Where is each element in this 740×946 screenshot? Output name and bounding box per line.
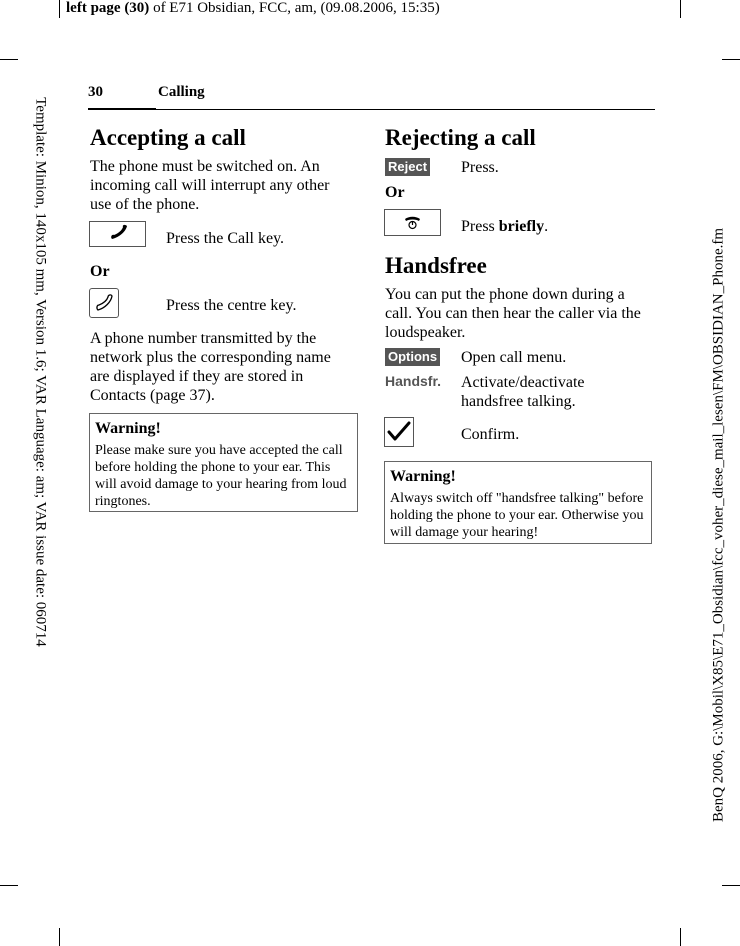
header-rule (88, 109, 655, 110)
end-key-icon (384, 209, 441, 236)
accepting-warning (89, 413, 358, 512)
accepting-body: A phone number transmitted by the network plus the corresponding name are displayed if they are stored in Contacts (page 37). (90, 330, 331, 404)
step2-bold: briefly (498, 218, 545, 235)
options-text: Open call menu. (461, 349, 567, 366)
warning-title: Warning! (95, 420, 161, 437)
accepting-step2: Press the centre key. (166, 297, 297, 314)
centre-key-icon (89, 288, 119, 318)
header-info: of E71 Obsidian, FCC, am, (09.08.2006, 15:35) (149, 0, 440, 16)
rejecting-or: Or (385, 184, 405, 201)
confirm-text: Confirm. (461, 426, 520, 443)
crop-mark (59, 928, 60, 946)
crop-mark (722, 59, 740, 60)
warning-text: Please make sure you have accepted the call before holding the phone to your ear. This will avoid damage to your hearing from loud ringtones. (95, 443, 347, 509)
accepting-title: Accepting a call (90, 125, 246, 150)
side-template-info: Template: Minion, 140x105 mm, Version 1.6; VAR Language: am; VAR issue date: 060714 (32, 97, 49, 647)
handsfree-intro: You can put the phone down during a call. You can then hear the caller via the loudspeaker. (385, 286, 641, 341)
warning-text: Always switch off "handsfree talking" before holding the phone to your ear. Otherwise you will damage your hearing! (390, 491, 644, 540)
crop-mark (59, 0, 60, 18)
crop-mark (0, 59, 18, 60)
crop-mark (680, 928, 681, 946)
print-header (66, 0, 440, 17)
confirm-check-icon (384, 417, 414, 447)
handsfree-title: Handsfree (385, 253, 487, 278)
page-number: 30 (88, 84, 103, 100)
step2-prefix: Press (461, 218, 499, 235)
handsfr-softkey: Handsfr. (385, 373, 442, 389)
accepting-step1: Press the Call key. (166, 230, 285, 247)
side-file-path: BenQ 2006, G:\Mobil\X85\E71_Obsidian\fcc_voher_diese_mail_lesen\FM\OBSIDIAN_Phone.fm (710, 227, 727, 823)
header-page-ref: left page (30) (66, 0, 150, 16)
handsfree-warning (384, 461, 652, 544)
handsfr-text: Activate/deactivate handsfree talking. (461, 374, 585, 410)
crop-mark (722, 885, 740, 886)
options-softkey: Options (385, 348, 440, 366)
crop-mark (0, 885, 18, 886)
crop-mark (680, 0, 681, 18)
accepting-or: Or (90, 263, 110, 280)
page-section: Calling (158, 84, 205, 100)
step2-suffix: . (544, 218, 549, 235)
call-key-icon (89, 221, 146, 247)
warning-title: Warning! (390, 468, 456, 485)
accepting-intro: The phone must be switched on. An incoming call will interrupt any other use of the phone. (90, 158, 330, 213)
reject-softkey: Reject (385, 158, 430, 176)
rejecting-step1: Press. (461, 159, 499, 176)
rejecting-step2 (461, 217, 548, 236)
rejecting-title: Rejecting a call (385, 125, 536, 150)
